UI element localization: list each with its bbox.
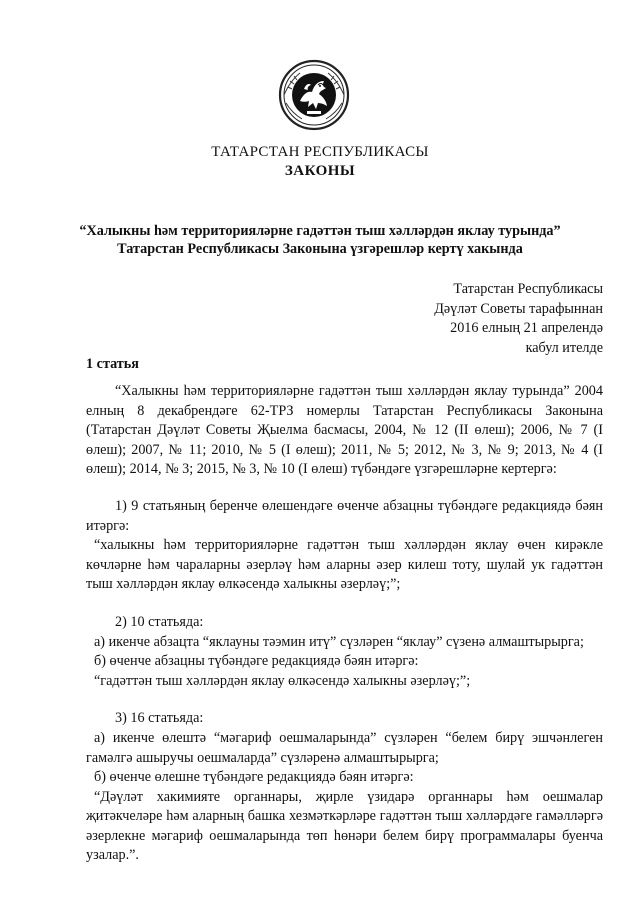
adoption-line: Дәүләт Советы тарафыннан [434,300,603,317]
item-1-paragraph: 1) 9 статьяның беренче өлешендәге өченче абзацны түбәндәге редакциядә бәян итәргә: [86,497,603,534]
adoption-line: 2016 елның 21 апрелендә [450,320,603,336]
item-3a-paragraph: а) икенче өлештә “мәгариф оешмаларында” сүзләрен “белем бирү эшчәнлеген гамәлгә ашыручы оешмаларда” сүзләренә алмаштырырга; [86,729,603,766]
item-3b-paragraph: б) өченче өлешне түбәндәге редакциядә бәян итәргә: [94,769,414,786]
item-3-paragraph: 3) 16 статьяда: [115,710,204,727]
adoption-line: Татарстан Республикасы [453,281,603,297]
item-2a-paragraph: а) икенче абзацта “яклауны тәэмин итү” сүзләрен “яклау” сүзенә алмаштырырга; [94,633,584,650]
item-2-paragraph: 2) 10 статьяда: [115,613,204,630]
item-2b-quote: “гадәттән тыш хәлләрдән яклау өлкәсендә халыкны әзерләү;”; [94,672,471,689]
adoption-block [434,280,603,358]
item-2b-paragraph: б) өченче абзацны түбәндәге редакциядә бәян итәргә: [94,653,419,670]
tatarstan-coat-of-arms-icon [278,59,350,131]
item-3b-quote: “Дәүләт хакимияте органнары, җирле үзидарә органнары һәм оешмалар җитәкчеләре һәм аларның башка хезмәткәрләре гадәттән тыш хәлләрдәге гамәлләргә әзерлекне мәгариф оешмаларында төп һөнәри белем бирү программалары буенча узалар.”. [86,788,603,864]
republic-heading: ТАТАРСТАН РЕСПУБЛИКАСЫ [211,144,429,160]
laws-heading: ЗАКОНЫ [284,163,356,179]
article-heading: 1 статья [86,356,139,372]
law-title-line-2: Татарстан Республикасы Законына үзгәрешләр кертү хакында [117,241,523,257]
article-intro-paragraph: “Халыкны һәм территорияләрне гадәттән тыш хәлләрдән яклау турында” 2004 елның 8 декабрендәге 62-ТРЗ номерлы Татарстан Республикасы Законына (Татарстан Дәүләт Советы Җыелма басмасы, 2004, № 12 (II өлеш); 2006, № 7 (I өлеш); 2007, № 11; 2010, № 5 (I өлеш); 2011, № 5; 2012, № 3, № 9; 2013, № 4 (I өлеш); 2014, № 3; 2015, № 3, № 10 (I өлеш) түбәндәге үзгәрешләрне кертергә: [86,383,603,478]
item-1-quote: “халыкны һәм территорияләрне гадәттән тыш хәлләрдән яклау өчен кирәкле көчләрне һәм чараларны әзерләү һәм аларны әзер килеш тоту, шулай ук гадәттән тыш хәлләрдән яклау өлкәсендә халыкны әзерләү;”; [86,537,603,593]
article-body [86,382,603,866]
law-title-line-1: “Халыкны һәм территорияләрне гадәттән тыш хәлләрдән яклау турында” [79,223,561,239]
adoption-line: кабул ителде [525,339,603,356]
